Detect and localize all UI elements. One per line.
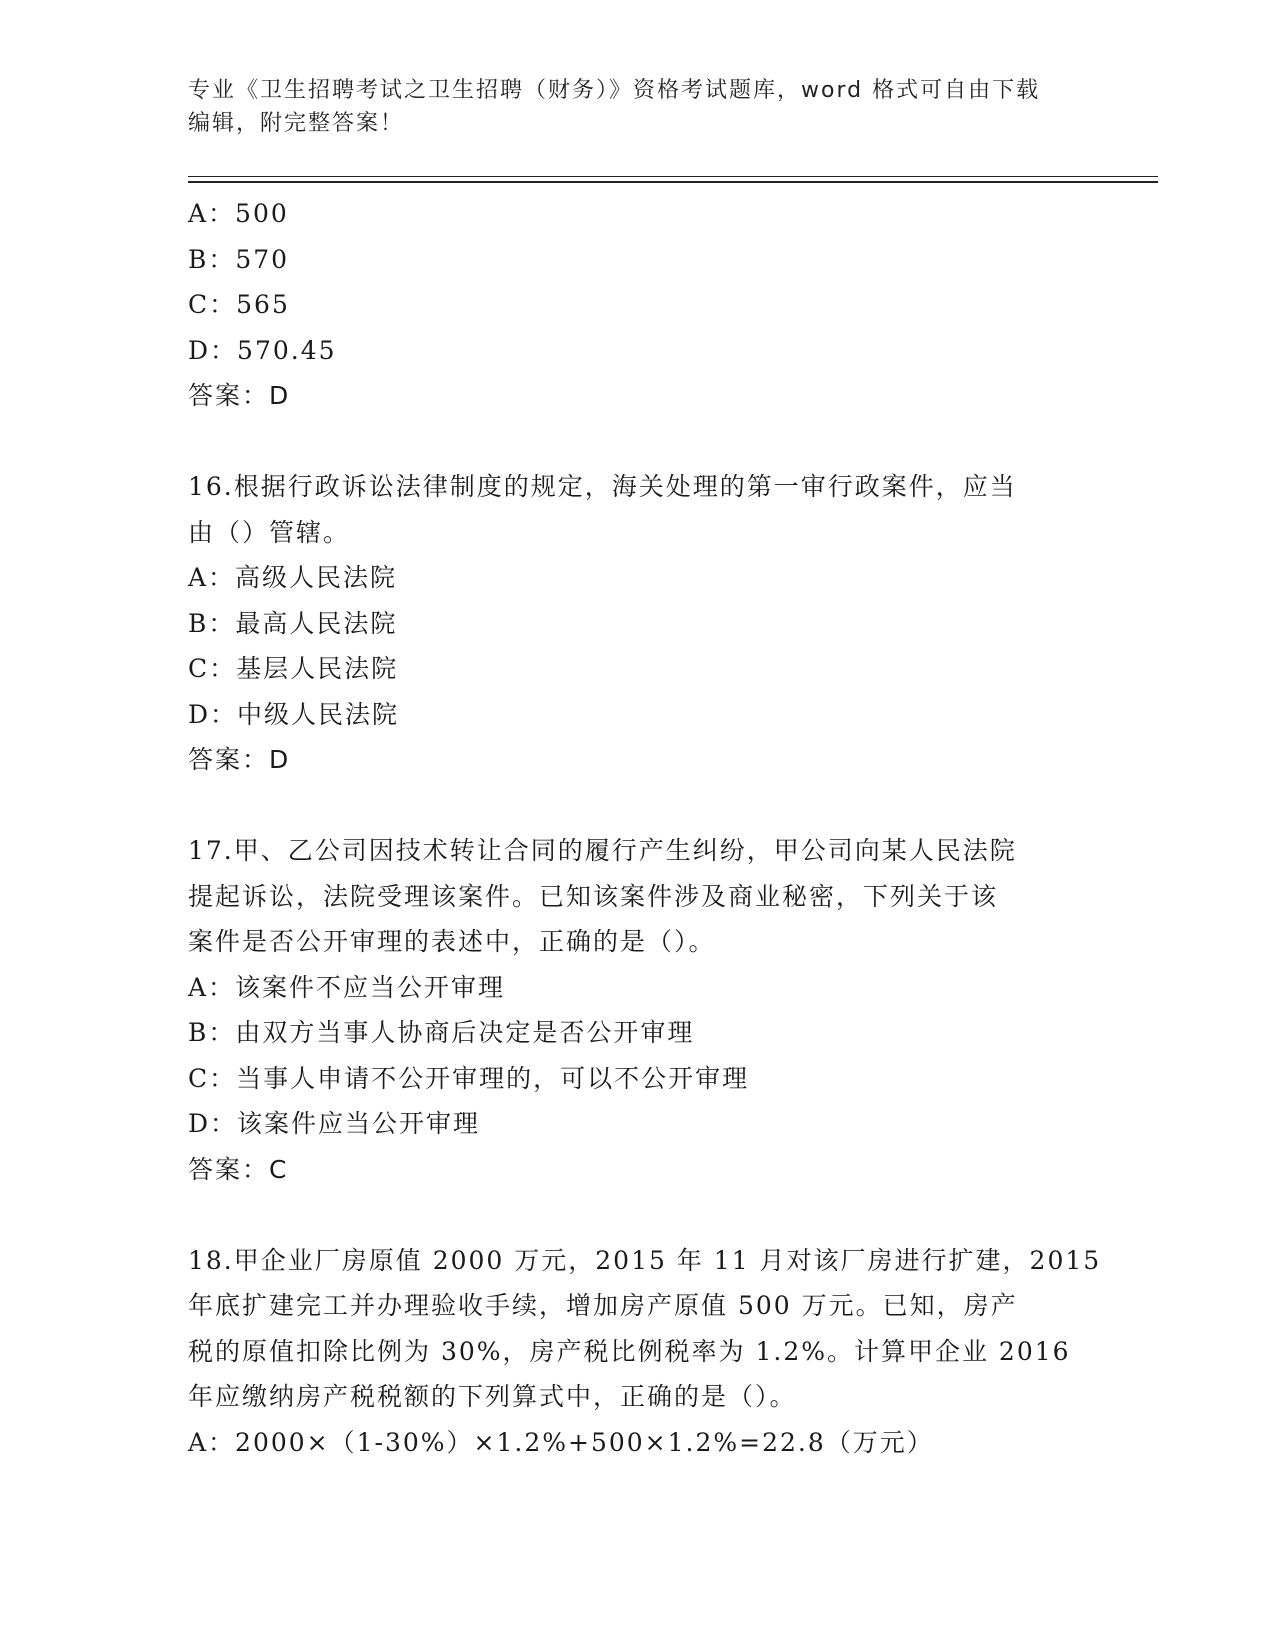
- header-rule-thick: [188, 181, 1158, 183]
- option-c: C：当事人申请不公开审理的，可以不公开审理: [188, 1063, 750, 1093]
- option-b: B：由双方当事人协商后决定是否公开审理: [188, 1018, 695, 1047]
- header-rule-thin: [188, 176, 1158, 177]
- answer: 答案：D: [188, 745, 291, 774]
- option-a: A：高级人民法院: [188, 563, 398, 592]
- question-15: [188, 191, 1088, 419]
- question-text: 提起诉讼，法院受理该案件。已知该案件涉及商业秘密，下列关于该: [188, 881, 999, 911]
- option-a: A：该案件不应当公开审理: [188, 972, 506, 1002]
- question-text: 由（）管辖。: [188, 517, 351, 547]
- option-a: A：500: [188, 199, 289, 228]
- header-line-2: 编辑，附完整答案！: [188, 111, 405, 136]
- option-d: D：570.45: [188, 335, 337, 365]
- answer: 答案：D: [188, 381, 291, 410]
- option-d: D：中级人民法院: [188, 699, 400, 729]
- question-text: 案件是否公开审理的表述中，正确的是（）。: [188, 927, 716, 956]
- question-18: [188, 1238, 1102, 1466]
- question-text: 16.根据行政诉讼法律制度的规定，海关处理的第一审行政案件，应当: [188, 472, 1017, 501]
- header-line-1: 专业《卫生招聘考试之卫生招聘（财务）》资格考试题库，word 格式可自由下载: [188, 78, 1041, 103]
- option-c: C：565: [188, 290, 290, 319]
- option-b: B：最高人民法院: [188, 608, 398, 638]
- question-text: 18.甲企业厂房原值 2000 万元，2015 年 11 月对该厂房进行扩建，2015: [188, 1245, 1102, 1275]
- document-header: [188, 74, 1068, 140]
- option-a: A：2000×（1-30%）×1.2%+500×1.2%=22.8（万元）: [188, 1427, 934, 1457]
- question-text: 年底扩建完工并办理验收手续，增加房产原值 500 万元。已知，房产: [188, 1291, 1018, 1320]
- question-text: 17.甲、乙公司因技术转让合同的履行产生纠纷，甲公司向某人民法院: [188, 836, 1017, 865]
- question-17: [188, 828, 1088, 1192]
- option-c: C：基层人民法院: [188, 654, 399, 683]
- question-16: [188, 464, 1088, 783]
- question-text: 年应缴纳房产税税额的下列算式中，正确的是（）。: [188, 1382, 797, 1411]
- question-text: 税的原值扣除比例为 30%，房产税比例税率为 1.2%。计算甲企业 2016: [188, 1336, 1071, 1366]
- option-b: B：570: [188, 244, 290, 274]
- answer: 答案：C: [188, 1154, 289, 1184]
- question-list: [188, 191, 1102, 1465]
- option-d: D：该案件应当公开审理: [188, 1109, 481, 1138]
